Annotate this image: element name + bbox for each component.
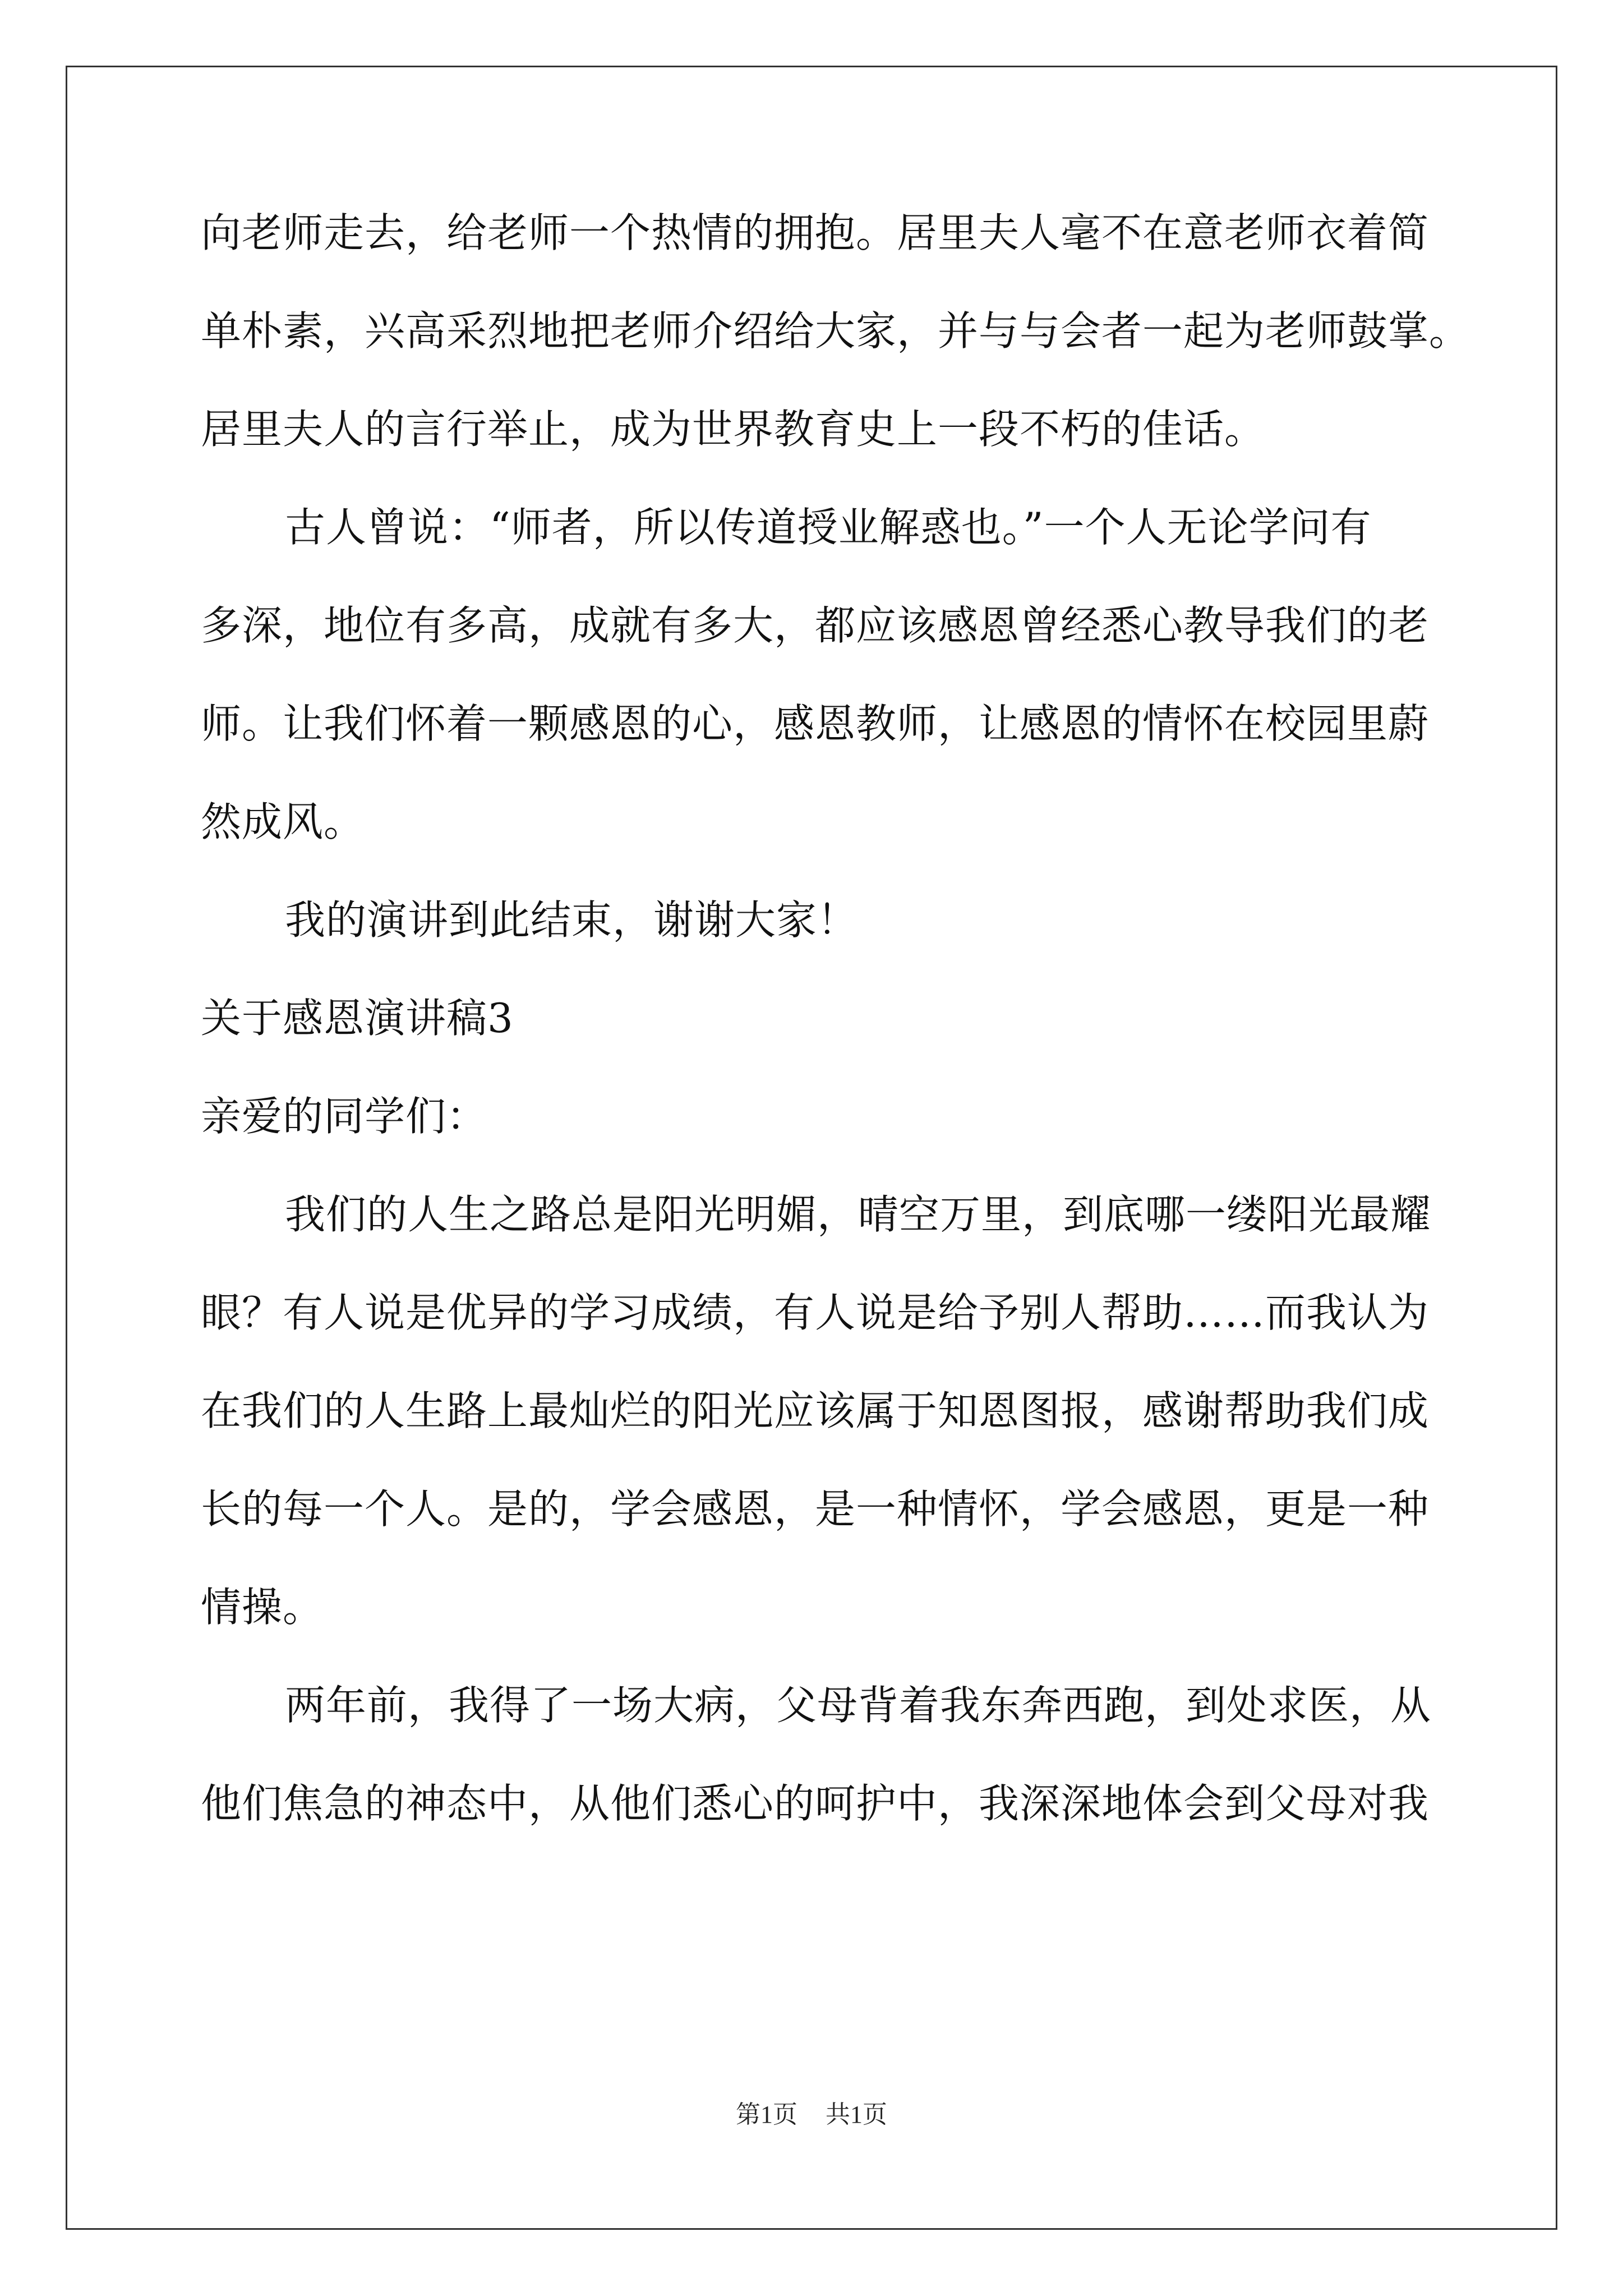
text-line: 情操。 xyxy=(201,1584,324,1631)
text-line: 居里夫人的言行举止，成为世界教育史上一段不朽的佳话。 xyxy=(201,406,1266,453)
text-line: 长的每一个人。是的，学会感恩，是一种情怀，学会感恩，更是一种 xyxy=(201,1485,1430,1533)
page-number: 第1页 xyxy=(736,2101,797,2128)
salutation-line: 亲爱的同学们： xyxy=(201,1093,488,1140)
text-line: 单朴素，兴高采烈地把老师介绍给大家，并与与会者一起为老师鼓掌。 xyxy=(201,307,1470,355)
text-line: 多深，地位有多高，成就有多大，都应该感恩曾经悉心教导我们的老 xyxy=(201,602,1430,649)
text-line: 向老师走去，给老师一个热情的拥抱。居里夫人毫不在意老师衣着简 xyxy=(201,209,1430,256)
text-line: 眼？有人说是优异的学习成绩，有人说是给予别人帮助……而我认为 xyxy=(201,1289,1430,1336)
section-heading: 关于感恩演讲稿3 xyxy=(201,995,514,1042)
paragraph-start-line: 我们的人生之路总是阳光明媚，晴空万里，到底哪一缕阳光最耀 xyxy=(285,1191,1432,1238)
text-line: 师。让我们怀着一颗感恩的心，感恩教师，让感恩的情怀在校园里蔚 xyxy=(201,700,1430,747)
text-line: 他们焦急的神态中，从他们悉心的呵护中，我深深地体会到父母对我 xyxy=(201,1780,1430,1827)
text-line: 然成风。 xyxy=(201,798,365,845)
text-line: 在我们的人生路上最灿烂的阳光应该属于知恩图报，感谢帮助我们成 xyxy=(201,1387,1430,1434)
page-footer xyxy=(0,2098,1623,2132)
paragraph-start-line: 我的演讲到此结束，谢谢大家！ xyxy=(285,896,859,944)
page-border xyxy=(66,66,1557,2230)
paragraph-start-line: 两年前，我得了一场大病，父母背着我东奔西跑，到处求医，从 xyxy=(285,1682,1432,1729)
page-total: 共1页 xyxy=(826,2101,887,2128)
paragraph-start-line: 古人曾说：“师者，所以传道授业解惑也。”一个人无论学问有 xyxy=(285,504,1372,551)
